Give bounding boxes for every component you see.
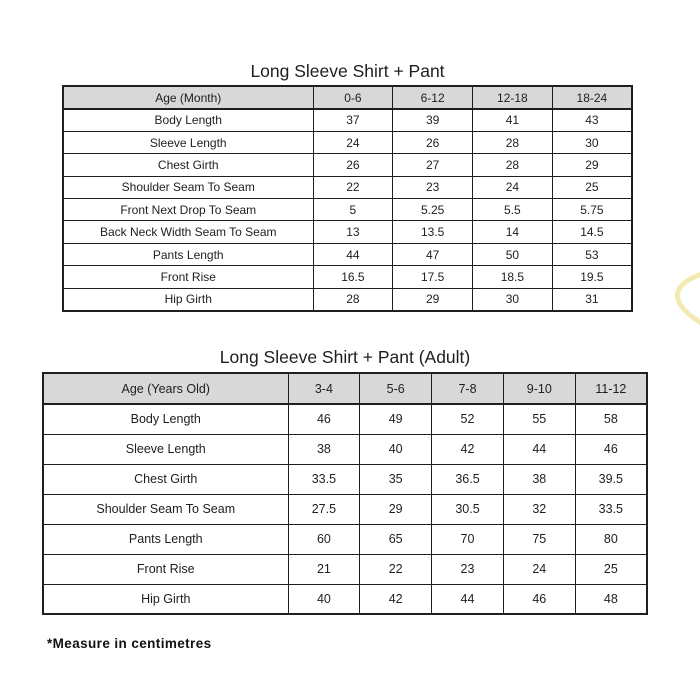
infant-size-table-title: Long Sleeve Shirt + Pant — [250, 61, 445, 81]
value-cell: 14.5 — [552, 221, 632, 243]
value-cell: 29 — [552, 154, 632, 176]
age-range-header-cell: 3-4 — [288, 373, 360, 404]
row-label-cell: Front Rise — [43, 554, 288, 584]
value-cell: 23 — [393, 176, 473, 198]
row-label-cell: Back Neck Width Seam To Seam — [63, 221, 313, 243]
value-cell: 28 — [313, 288, 393, 310]
table-row — [63, 131, 632, 153]
value-cell: 42 — [360, 584, 432, 614]
row-label-cell: Shoulder Seam To Seam — [63, 176, 313, 198]
row-label-cell: Chest Girth — [63, 154, 313, 176]
value-cell: 28 — [473, 131, 553, 153]
table-row — [63, 243, 632, 265]
value-cell: 39 — [393, 109, 473, 131]
value-cell: 48 — [575, 584, 647, 614]
value-cell: 29 — [393, 288, 473, 310]
row-label-cell: Chest Girth — [43, 464, 288, 494]
value-cell: 32 — [503, 494, 575, 524]
table-row — [63, 199, 632, 221]
value-cell: 22 — [360, 554, 432, 584]
value-cell: 30 — [552, 131, 632, 153]
value-cell: 5.75 — [552, 199, 632, 221]
value-cell: 25 — [575, 554, 647, 584]
value-cell: 41 — [473, 109, 553, 131]
value-cell: 47 — [393, 243, 473, 265]
value-cell: 24 — [473, 176, 553, 198]
adult-size-table-title: Long Sleeve Shirt + Pant (Adult) — [219, 347, 471, 367]
value-cell: 19.5 — [552, 266, 632, 288]
value-cell: 53 — [552, 243, 632, 265]
value-cell: 33.5 — [288, 464, 360, 494]
value-cell: 46 — [288, 404, 360, 434]
value-cell: 36.5 — [432, 464, 504, 494]
value-cell: 80 — [575, 524, 647, 554]
row-label-cell: Body Length — [43, 404, 288, 434]
value-cell: 49 — [360, 404, 432, 434]
value-cell: 5 — [313, 199, 393, 221]
value-cell: 26 — [313, 154, 393, 176]
table-row — [63, 266, 632, 288]
value-cell: 70 — [432, 524, 504, 554]
value-cell: 17.5 — [393, 266, 473, 288]
table-row — [63, 288, 632, 310]
age-range-header-cell: 12-18 — [473, 86, 553, 109]
age-range-header-cell: 7-8 — [432, 373, 504, 404]
header-row — [63, 86, 632, 109]
value-cell: 24 — [313, 131, 393, 153]
value-cell: 18.5 — [473, 266, 553, 288]
age-header-cell: Age (Month) — [63, 86, 313, 109]
row-label-cell: Pants Length — [63, 243, 313, 265]
age-range-header-cell: 9-10 — [503, 373, 575, 404]
value-cell: 42 — [432, 434, 504, 464]
value-cell: 30 — [473, 288, 553, 310]
value-cell: 38 — [503, 464, 575, 494]
row-label-cell: Sleeve Length — [43, 434, 288, 464]
value-cell: 14 — [473, 221, 553, 243]
table-row — [43, 464, 647, 494]
table-row — [43, 404, 647, 434]
table-row — [43, 524, 647, 554]
value-cell: 65 — [360, 524, 432, 554]
value-cell: 40 — [288, 584, 360, 614]
table-row — [63, 109, 632, 131]
value-cell: 29 — [360, 494, 432, 524]
age-range-header-cell: 6-12 — [393, 86, 473, 109]
row-label-cell: Sleeve Length — [63, 131, 313, 153]
row-label-cell: Hip Girth — [43, 584, 288, 614]
value-cell: 13 — [313, 221, 393, 243]
age-range-header-cell: 18-24 — [552, 86, 632, 109]
value-cell: 46 — [575, 434, 647, 464]
value-cell: 5.25 — [393, 199, 473, 221]
value-cell: 21 — [288, 554, 360, 584]
table-row — [43, 554, 647, 584]
value-cell: 58 — [575, 404, 647, 434]
value-cell: 27.5 — [288, 494, 360, 524]
value-cell: 46 — [503, 584, 575, 614]
table-row — [43, 494, 647, 524]
value-cell: 40 — [360, 434, 432, 464]
value-cell: 31 — [552, 288, 632, 310]
value-cell: 16.5 — [313, 266, 393, 288]
table-row — [43, 584, 647, 614]
value-cell: 27 — [393, 154, 473, 176]
yellow-swoosh-decoration — [650, 250, 700, 340]
table-row — [63, 154, 632, 176]
value-cell: 22 — [313, 176, 393, 198]
age-range-header-cell: 5-6 — [360, 373, 432, 404]
row-label-cell: Front Next Drop To Seam — [63, 199, 313, 221]
row-label-cell: Body Length — [63, 109, 313, 131]
table-row — [63, 221, 632, 243]
value-cell: 13.5 — [393, 221, 473, 243]
value-cell: 38 — [288, 434, 360, 464]
value-cell: 44 — [503, 434, 575, 464]
size-table-infant — [62, 85, 633, 312]
age-range-header-cell: 11-12 — [575, 373, 647, 404]
value-cell: 33.5 — [575, 494, 647, 524]
size-table-adult — [42, 372, 648, 615]
measurement-unit-footnote: *Measure in centimetres — [47, 636, 212, 651]
value-cell: 25 — [552, 176, 632, 198]
value-cell: 50 — [473, 243, 553, 265]
age-header-cell: Age (Years Old) — [43, 373, 288, 404]
table-row — [63, 176, 632, 198]
value-cell: 44 — [313, 243, 393, 265]
value-cell: 35 — [360, 464, 432, 494]
value-cell: 24 — [503, 554, 575, 584]
value-cell: 43 — [552, 109, 632, 131]
value-cell: 60 — [288, 524, 360, 554]
value-cell: 30.5 — [432, 494, 504, 524]
value-cell: 55 — [503, 404, 575, 434]
table-row — [43, 434, 647, 464]
row-label-cell: Shoulder Seam To Seam — [43, 494, 288, 524]
value-cell: 75 — [503, 524, 575, 554]
row-label-cell: Pants Length — [43, 524, 288, 554]
age-range-header-cell: 0-6 — [313, 86, 393, 109]
value-cell: 37 — [313, 109, 393, 131]
value-cell: 26 — [393, 131, 473, 153]
value-cell: 52 — [432, 404, 504, 434]
header-row — [43, 373, 647, 404]
row-label-cell: Front Rise — [63, 266, 313, 288]
value-cell: 5.5 — [473, 199, 553, 221]
value-cell: 39.5 — [575, 464, 647, 494]
value-cell: 44 — [432, 584, 504, 614]
value-cell: 23 — [432, 554, 504, 584]
row-label-cell: Hip Girth — [63, 288, 313, 310]
value-cell: 28 — [473, 154, 553, 176]
